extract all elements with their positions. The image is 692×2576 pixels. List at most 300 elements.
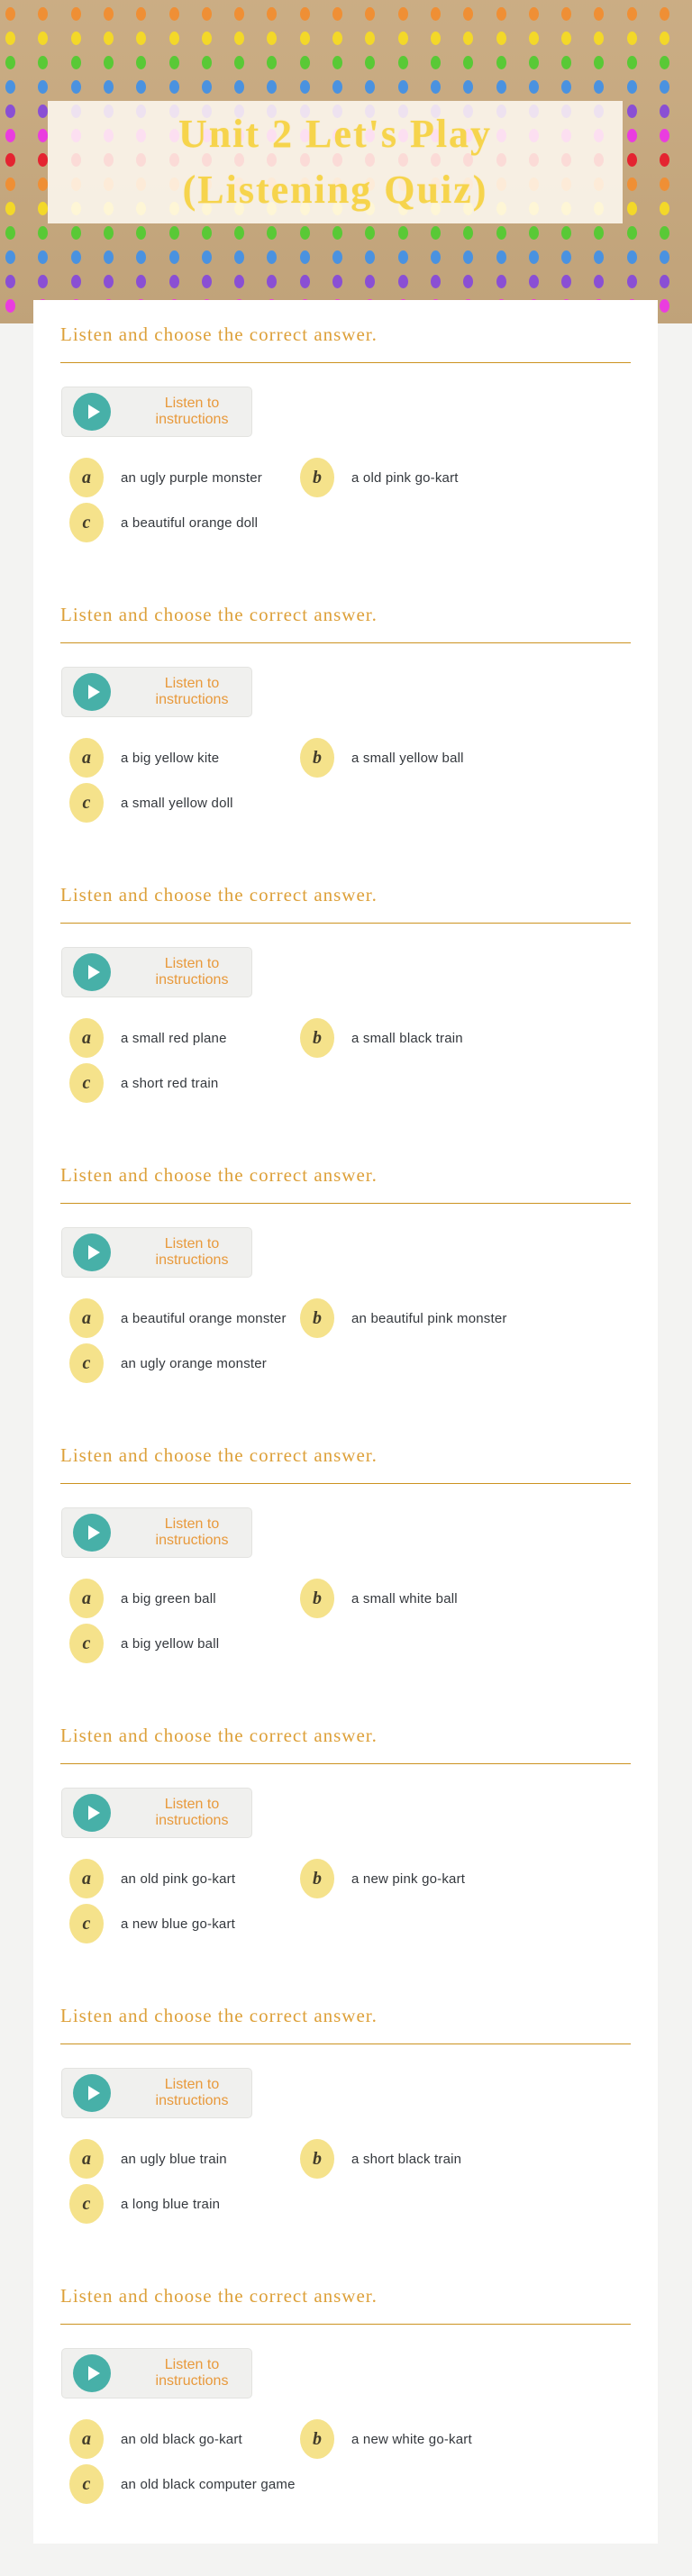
option-a-label: an ugly purple monster bbox=[121, 469, 262, 486]
listen-button-label: Listen to instructions bbox=[155, 2357, 229, 2389]
polka-dot bbox=[365, 250, 375, 264]
question-prompt: Listen and choose the correct answer. bbox=[60, 323, 378, 345]
polka-dot bbox=[71, 80, 81, 94]
option-a-badge: a bbox=[69, 2419, 104, 2459]
option-b[interactable] bbox=[300, 1578, 631, 1619]
option-b-label: a small black train bbox=[351, 1030, 463, 1046]
divider bbox=[60, 1763, 631, 1764]
option-a[interactable] bbox=[69, 2138, 300, 2180]
polka-dot bbox=[398, 32, 408, 45]
polka-dot bbox=[594, 80, 604, 94]
polka-dot bbox=[594, 226, 604, 240]
option-b[interactable] bbox=[300, 2138, 631, 2180]
polka-dot bbox=[529, 56, 539, 69]
polka-dot bbox=[332, 275, 342, 288]
polka-dot bbox=[332, 7, 342, 21]
option-a[interactable] bbox=[69, 457, 300, 498]
polka-dot bbox=[169, 250, 179, 264]
polka-dot bbox=[431, 7, 441, 21]
divider bbox=[60, 2324, 631, 2325]
listen-button-label: Listen to instructions bbox=[155, 676, 229, 707]
polka-dot bbox=[496, 275, 506, 288]
listen-button[interactable] bbox=[61, 2068, 252, 2118]
option-c-badge: c bbox=[69, 2184, 104, 2224]
polka-dot bbox=[431, 226, 441, 240]
play-icon bbox=[73, 1514, 111, 1552]
option-b-badge: b bbox=[300, 1579, 334, 1618]
question-block bbox=[60, 2285, 631, 2505]
option-b[interactable] bbox=[300, 737, 631, 778]
polka-dot bbox=[529, 80, 539, 94]
options-group bbox=[69, 457, 631, 543]
question-prompt: Listen and choose the correct answer. bbox=[60, 2005, 378, 2026]
polka-dot bbox=[169, 56, 179, 69]
polka-dot bbox=[169, 226, 179, 240]
option-c-badge: c bbox=[69, 2464, 104, 2504]
listen-button-label: Listen to instructions bbox=[155, 956, 229, 988]
polka-dot bbox=[234, 7, 244, 21]
polka-dot bbox=[267, 250, 277, 264]
option-b-badge: b bbox=[300, 2419, 334, 2459]
option-b[interactable] bbox=[300, 2418, 631, 2460]
polka-dot bbox=[300, 275, 310, 288]
option-b-label: a old pink go-kart bbox=[351, 469, 459, 486]
option-b-label: a small yellow ball bbox=[351, 750, 464, 766]
polka-dot bbox=[529, 226, 539, 240]
polka-dot bbox=[169, 275, 179, 288]
polka-dot bbox=[496, 56, 506, 69]
option-b[interactable] bbox=[300, 1297, 631, 1339]
option-b-label: a new white go-kart bbox=[351, 2431, 472, 2447]
worksheet-banner bbox=[0, 0, 692, 323]
option-c[interactable] bbox=[69, 1062, 300, 1104]
polka-dot bbox=[104, 250, 114, 264]
listen-button[interactable] bbox=[61, 667, 252, 717]
polka-dot bbox=[5, 202, 15, 215]
polka-dot bbox=[496, 32, 506, 45]
polka-dot bbox=[202, 56, 212, 69]
polka-dot bbox=[660, 129, 669, 142]
polka-dot bbox=[234, 32, 244, 45]
option-c-badge: c bbox=[69, 783, 104, 823]
polka-dot bbox=[234, 80, 244, 94]
polka-dot bbox=[660, 250, 669, 264]
option-a-label: a small red plane bbox=[121, 1030, 227, 1046]
option-c[interactable] bbox=[69, 1343, 300, 1384]
polka-dot bbox=[594, 275, 604, 288]
polka-dot bbox=[660, 80, 669, 94]
option-b-label: an beautiful pink monster bbox=[351, 1310, 507, 1326]
option-a-badge: a bbox=[69, 1018, 104, 1058]
polka-dot bbox=[202, 250, 212, 264]
listen-button-label: Listen to instructions bbox=[155, 2077, 229, 2108]
listen-button-label: Listen to instructions bbox=[155, 1516, 229, 1548]
polka-dot bbox=[38, 226, 48, 240]
polka-dot bbox=[136, 250, 146, 264]
option-c[interactable] bbox=[69, 782, 300, 824]
polka-dot bbox=[136, 226, 146, 240]
polka-dot bbox=[136, 7, 146, 21]
polka-dot bbox=[71, 7, 81, 21]
listen-button-label: Listen to instructions bbox=[155, 1236, 229, 1268]
play-icon bbox=[73, 393, 111, 431]
polka-dot bbox=[38, 80, 48, 94]
option-a-badge: a bbox=[69, 458, 104, 497]
options-group bbox=[69, 1578, 631, 1664]
divider bbox=[60, 1203, 631, 1204]
option-a-badge: a bbox=[69, 1298, 104, 1338]
polka-dot bbox=[202, 32, 212, 45]
polka-dot bbox=[38, 275, 48, 288]
polka-dot bbox=[398, 56, 408, 69]
polka-dot bbox=[365, 80, 375, 94]
polka-dot bbox=[463, 226, 473, 240]
polka-dot bbox=[627, 202, 637, 215]
polka-dot bbox=[463, 80, 473, 94]
option-c-label: an ugly orange monster bbox=[121, 1355, 267, 1371]
option-c[interactable] bbox=[69, 1903, 300, 1944]
polka-dot bbox=[398, 226, 408, 240]
polka-dot bbox=[660, 105, 669, 118]
question-prompt: Listen and choose the correct answer. bbox=[60, 1164, 378, 1186]
listen-button[interactable] bbox=[61, 1507, 252, 1558]
polka-dot bbox=[529, 275, 539, 288]
polka-dot bbox=[561, 32, 571, 45]
polka-dot bbox=[5, 250, 15, 264]
polka-dot bbox=[202, 7, 212, 21]
option-b-badge: b bbox=[300, 1018, 334, 1058]
worksheet-title-line2: (Listening Quiz) bbox=[182, 168, 488, 212]
polka-dot bbox=[627, 275, 637, 288]
option-a[interactable] bbox=[69, 1297, 300, 1339]
question-block bbox=[60, 1164, 631, 1384]
polka-dot bbox=[594, 32, 604, 45]
option-b[interactable] bbox=[300, 457, 631, 498]
polka-dot bbox=[463, 7, 473, 21]
polka-dot bbox=[431, 56, 441, 69]
polka-dot bbox=[496, 80, 506, 94]
polka-dot bbox=[5, 129, 15, 142]
option-c-badge: c bbox=[69, 1063, 104, 1103]
play-icon bbox=[73, 673, 111, 711]
polka-dot bbox=[267, 32, 277, 45]
polka-dot bbox=[104, 275, 114, 288]
polka-dot bbox=[71, 56, 81, 69]
polka-dot bbox=[398, 275, 408, 288]
polka-dot bbox=[300, 56, 310, 69]
polka-dot bbox=[5, 153, 15, 167]
polka-dot bbox=[627, 32, 637, 45]
option-c-label: a small yellow doll bbox=[121, 795, 233, 811]
option-c-label: a short red train bbox=[121, 1075, 219, 1091]
option-a-badge: a bbox=[69, 1579, 104, 1618]
option-c[interactable] bbox=[69, 2183, 300, 2225]
polka-dot bbox=[169, 80, 179, 94]
polka-dot bbox=[561, 56, 571, 69]
polka-dot bbox=[463, 275, 473, 288]
options-group bbox=[69, 2418, 631, 2505]
polka-dot bbox=[300, 7, 310, 21]
polka-dot bbox=[561, 7, 571, 21]
polka-dot bbox=[561, 226, 571, 240]
polka-dot bbox=[561, 80, 571, 94]
polka-dot bbox=[365, 226, 375, 240]
options-group bbox=[69, 2138, 631, 2225]
polka-dot bbox=[38, 177, 48, 191]
polka-dot bbox=[594, 56, 604, 69]
polka-dot bbox=[496, 250, 506, 264]
polka-dot bbox=[561, 250, 571, 264]
polka-dot bbox=[267, 7, 277, 21]
polka-dot bbox=[104, 56, 114, 69]
polka-dot bbox=[104, 32, 114, 45]
polka-dot bbox=[38, 7, 48, 21]
play-icon bbox=[73, 1794, 111, 1832]
polka-dot bbox=[104, 80, 114, 94]
option-a[interactable] bbox=[69, 1017, 300, 1059]
option-a-label: an ugly blue train bbox=[121, 2151, 227, 2167]
polka-dot bbox=[398, 7, 408, 21]
polka-dot bbox=[529, 32, 539, 45]
polka-dot bbox=[5, 80, 15, 94]
polka-dot bbox=[365, 32, 375, 45]
polka-dot bbox=[332, 56, 342, 69]
polka-dot bbox=[202, 226, 212, 240]
listen-button[interactable] bbox=[61, 1788, 252, 1838]
option-a-badge: a bbox=[69, 2139, 104, 2179]
polka-dot bbox=[104, 7, 114, 21]
polka-dot bbox=[594, 250, 604, 264]
polka-dot bbox=[136, 32, 146, 45]
option-a-badge: a bbox=[69, 738, 104, 778]
question-prompt: Listen and choose the correct answer. bbox=[60, 1444, 378, 1466]
option-b-label: a new pink go-kart bbox=[351, 1871, 466, 1887]
polka-dot bbox=[496, 7, 506, 21]
polka-dot bbox=[267, 275, 277, 288]
divider bbox=[60, 923, 631, 924]
polka-dot bbox=[38, 56, 48, 69]
option-b-badge: b bbox=[300, 1298, 334, 1338]
polka-dot bbox=[529, 7, 539, 21]
polka-dot bbox=[300, 80, 310, 94]
polka-dot bbox=[627, 153, 637, 167]
polka-dot bbox=[136, 275, 146, 288]
question-block bbox=[60, 884, 631, 1104]
option-a-label: an old black go-kart bbox=[121, 2431, 242, 2447]
option-c-label: a big yellow ball bbox=[121, 1635, 220, 1652]
polka-dot bbox=[627, 250, 637, 264]
polka-dot bbox=[300, 226, 310, 240]
polka-dot bbox=[398, 80, 408, 94]
question-block bbox=[60, 323, 631, 543]
polka-dot bbox=[5, 7, 15, 21]
polka-dot bbox=[5, 105, 15, 118]
option-c-badge: c bbox=[69, 1343, 104, 1383]
question-prompt: Listen and choose the correct answer. bbox=[60, 1725, 378, 1746]
option-c[interactable] bbox=[69, 502, 300, 543]
option-a[interactable] bbox=[69, 1858, 300, 1899]
divider bbox=[60, 362, 631, 363]
divider bbox=[60, 1483, 631, 1484]
polka-dot bbox=[627, 7, 637, 21]
option-b-badge: b bbox=[300, 2139, 334, 2179]
options-group bbox=[69, 1017, 631, 1104]
polka-dot bbox=[267, 80, 277, 94]
option-b-label: a small white ball bbox=[351, 1590, 458, 1607]
polka-dot bbox=[38, 105, 48, 118]
option-a-label: a big yellow kite bbox=[121, 750, 220, 766]
polka-dot bbox=[365, 56, 375, 69]
option-c[interactable] bbox=[69, 1623, 300, 1664]
polka-dot bbox=[5, 275, 15, 288]
polka-dot bbox=[267, 226, 277, 240]
polka-dot bbox=[627, 80, 637, 94]
option-c[interactable] bbox=[69, 2463, 300, 2505]
polka-dot bbox=[38, 202, 48, 215]
polka-dot bbox=[627, 129, 637, 142]
option-a-label: an old pink go-kart bbox=[121, 1871, 236, 1887]
polka-dot bbox=[267, 56, 277, 69]
polka-dot bbox=[5, 299, 15, 313]
polka-dot bbox=[660, 226, 669, 240]
polka-dot bbox=[463, 56, 473, 69]
polka-dot bbox=[627, 56, 637, 69]
polka-dot bbox=[529, 250, 539, 264]
polka-dot bbox=[300, 32, 310, 45]
worksheet-body bbox=[33, 300, 658, 2544]
play-icon bbox=[73, 2074, 111, 2112]
polka-dot bbox=[365, 7, 375, 21]
question-block bbox=[60, 2005, 631, 2225]
polka-dot bbox=[202, 80, 212, 94]
option-c-label: an old black computer game bbox=[121, 2476, 296, 2492]
divider bbox=[60, 642, 631, 643]
polka-dot bbox=[660, 275, 669, 288]
polka-dot bbox=[202, 275, 212, 288]
polka-dot bbox=[365, 275, 375, 288]
options-group bbox=[69, 1297, 631, 1384]
polka-dot bbox=[594, 7, 604, 21]
play-icon bbox=[73, 953, 111, 991]
listen-button[interactable] bbox=[61, 2348, 252, 2399]
title-box bbox=[48, 101, 623, 223]
listen-button-label: Listen to instructions bbox=[155, 1797, 229, 1828]
polka-dot bbox=[660, 299, 669, 313]
option-b[interactable] bbox=[300, 1858, 631, 1899]
listen-button-label: Listen to instructions bbox=[155, 396, 229, 427]
polka-dot bbox=[234, 250, 244, 264]
option-c-badge: c bbox=[69, 1624, 104, 1663]
polka-dot bbox=[660, 202, 669, 215]
polka-dot bbox=[5, 226, 15, 240]
polka-dot bbox=[300, 250, 310, 264]
polka-dot bbox=[169, 32, 179, 45]
polka-dot bbox=[660, 56, 669, 69]
listen-button[interactable] bbox=[61, 387, 252, 437]
option-a-label: a beautiful orange monster bbox=[121, 1310, 287, 1326]
polka-dot bbox=[71, 32, 81, 45]
polka-dot bbox=[38, 153, 48, 167]
polka-dot bbox=[332, 226, 342, 240]
polka-dot bbox=[627, 226, 637, 240]
polka-dot bbox=[660, 32, 669, 45]
polka-dot bbox=[431, 80, 441, 94]
option-a-badge: a bbox=[69, 1859, 104, 1898]
polka-dot bbox=[660, 153, 669, 167]
polka-dot bbox=[234, 56, 244, 69]
polka-dot bbox=[71, 250, 81, 264]
question-block bbox=[60, 1725, 631, 1944]
question-prompt: Listen and choose the correct answer. bbox=[60, 604, 378, 625]
option-c-badge: c bbox=[69, 1904, 104, 1943]
option-a[interactable] bbox=[69, 2418, 300, 2460]
option-b[interactable] bbox=[300, 1017, 631, 1059]
polka-dot bbox=[431, 250, 441, 264]
option-b-badge: b bbox=[300, 1859, 334, 1898]
listen-button[interactable] bbox=[61, 1227, 252, 1278]
polka-dot bbox=[496, 226, 506, 240]
polka-dot bbox=[38, 250, 48, 264]
polka-dot bbox=[104, 226, 114, 240]
polka-dot bbox=[398, 250, 408, 264]
polka-dot bbox=[431, 32, 441, 45]
polka-dot bbox=[561, 275, 571, 288]
polka-dot bbox=[463, 250, 473, 264]
polka-dot bbox=[627, 105, 637, 118]
polka-dot bbox=[38, 32, 48, 45]
polka-dot bbox=[234, 275, 244, 288]
option-b-badge: b bbox=[300, 738, 334, 778]
question-prompt: Listen and choose the correct answer. bbox=[60, 2285, 378, 2307]
option-a-label: a big green ball bbox=[121, 1590, 216, 1607]
listen-button[interactable] bbox=[61, 947, 252, 997]
polka-dot bbox=[463, 32, 473, 45]
option-b-badge: b bbox=[300, 458, 334, 497]
polka-dot bbox=[5, 177, 15, 191]
polka-dot bbox=[660, 177, 669, 191]
option-c-label: a long blue train bbox=[121, 2196, 221, 2212]
polka-dot bbox=[660, 7, 669, 21]
polka-dot bbox=[169, 7, 179, 21]
polka-dot bbox=[332, 80, 342, 94]
option-a[interactable] bbox=[69, 737, 300, 778]
polka-dot bbox=[71, 226, 81, 240]
question-prompt: Listen and choose the correct answer. bbox=[60, 884, 378, 906]
option-c-label: a new blue go-kart bbox=[121, 1916, 236, 1932]
question-block bbox=[60, 1444, 631, 1664]
polka-dot bbox=[71, 275, 81, 288]
question-block bbox=[60, 604, 631, 824]
polka-dot bbox=[136, 80, 146, 94]
polka-dot bbox=[234, 226, 244, 240]
polka-dot bbox=[38, 129, 48, 142]
option-a[interactable] bbox=[69, 1578, 300, 1619]
polka-dot bbox=[431, 275, 441, 288]
option-c-badge: c bbox=[69, 503, 104, 542]
options-group bbox=[69, 737, 631, 824]
polka-dot bbox=[5, 32, 15, 45]
polka-dot bbox=[5, 56, 15, 69]
play-icon bbox=[73, 2354, 111, 2392]
polka-dot bbox=[332, 32, 342, 45]
polka-dot bbox=[332, 250, 342, 264]
options-group bbox=[69, 1858, 631, 1944]
polka-dot bbox=[627, 177, 637, 191]
option-c-label: a beautiful orange doll bbox=[121, 514, 259, 531]
polka-dot bbox=[136, 56, 146, 69]
option-b-label: a short black train bbox=[351, 2151, 462, 2167]
worksheet-title-line1: Unit 2 Let's Play bbox=[178, 112, 493, 156]
